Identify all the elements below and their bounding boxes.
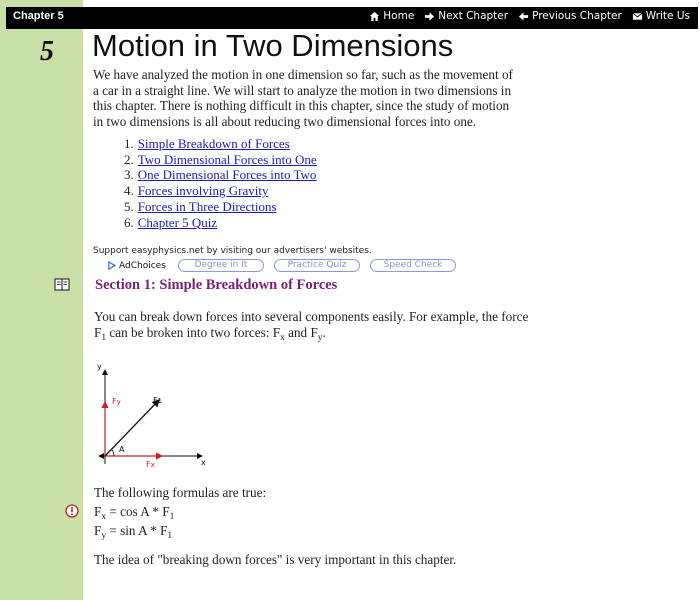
support-text: Support easyphysics.net by visiting our advertisers' websites. xyxy=(93,246,372,256)
toc-item xyxy=(124,183,317,199)
fx-f: F xyxy=(146,460,151,469)
fy-f: F xyxy=(112,397,117,406)
fx-rhs: = cos A * F xyxy=(106,504,170,519)
home-icon xyxy=(369,11,380,22)
para-sub-y: y xyxy=(317,333,323,343)
section-1-paragraph xyxy=(94,309,534,341)
para-sub-x: x xyxy=(280,333,285,343)
toc-item xyxy=(124,167,317,183)
y-axis-label: y xyxy=(97,362,102,371)
angle-label: A xyxy=(119,445,125,454)
para-and: and F xyxy=(284,325,318,340)
section-1-title: Section 1: Simple Breakdown of Forces xyxy=(95,277,338,293)
adchoices-label: AdChoices xyxy=(119,260,166,271)
x-axis-label: x xyxy=(201,458,206,467)
f1-vector xyxy=(105,400,159,456)
ad-link-speed-check[interactable]: Speed Check xyxy=(370,259,456,272)
previous-chapter-link[interactable] xyxy=(518,10,622,22)
nav-menu xyxy=(369,10,690,22)
adchoices-link[interactable] xyxy=(107,261,166,271)
toc-item xyxy=(124,199,317,215)
toc-number: 4. xyxy=(124,183,134,199)
para-f: F xyxy=(94,325,102,340)
toc-link-quiz[interactable]: Chapter 5 Quiz xyxy=(137,214,218,230)
toc-number: 2. xyxy=(124,151,134,167)
toc-number: 1. xyxy=(124,136,134,151)
toc-link-simple-breakdown[interactable]: Simple Breakdown of Forces xyxy=(137,136,290,151)
fx-lhs-sub: x xyxy=(101,512,107,522)
formula-fy xyxy=(94,523,172,539)
formulas-intro: The following formulas are true: xyxy=(94,485,267,500)
toc-item xyxy=(124,136,317,152)
toc-number: 3. xyxy=(124,167,134,183)
alert-icon xyxy=(65,504,79,518)
fy-rhs: = sin A * F xyxy=(106,523,168,538)
fy-sub: y xyxy=(116,398,121,406)
f1-f: F xyxy=(153,396,158,405)
para-sub-1: 1 xyxy=(101,333,107,343)
fy-rhs-sub: 1 xyxy=(167,531,173,541)
book-icon xyxy=(54,278,70,291)
force-diagram xyxy=(92,360,222,475)
formula-fx xyxy=(94,504,174,520)
intro-paragraph: We have analyzed the motion in one dimension so far, such as the movement of a car in a straight line. We will start to analyze the motion in two dimensions in this chapter. There is nothing difficult in this chapter, since the study of motion in two dimensions is all about reducing two dimensional forces into one. xyxy=(93,67,513,129)
toc-number: 6. xyxy=(124,214,134,230)
toc-link-three-directions[interactable]: Forces in Three Directions xyxy=(137,198,277,214)
ad-link-degree[interactable]: Degree in It xyxy=(178,259,264,272)
ad-bar xyxy=(107,259,467,272)
home-link[interactable] xyxy=(369,10,414,22)
toc-item xyxy=(124,215,317,231)
mail-icon xyxy=(632,11,643,22)
fx-label xyxy=(146,460,155,469)
write-us-link[interactable] xyxy=(632,10,690,22)
fx-sub: x xyxy=(150,461,155,469)
f1-sub: 1 xyxy=(157,397,163,405)
arrow-right-icon xyxy=(424,11,435,22)
next-chapter-label: Next Chapter xyxy=(438,10,509,22)
page-title: Motion in Two Dimensions xyxy=(92,28,454,63)
chapter-number: 5 xyxy=(40,36,54,67)
fy-label xyxy=(112,397,121,406)
home-label: Home xyxy=(383,10,415,22)
adchoices-icon xyxy=(107,261,116,270)
toc-link-two-into-one[interactable]: Two Dimensional Forces into One xyxy=(137,151,317,167)
toc-number: 5. xyxy=(124,198,134,214)
fy-lhs-sub: y xyxy=(101,531,107,541)
chapter-label: Chapter 5 xyxy=(13,10,64,22)
write-us-label: Write Us xyxy=(645,10,690,22)
arrow-left-icon xyxy=(518,11,529,22)
toc-link-one-into-two[interactable]: One Dimensional Forces into Two xyxy=(137,167,317,183)
toc-link-gravity[interactable]: Forces involving Gravity xyxy=(137,183,269,199)
para-end: . xyxy=(322,325,326,340)
closing-paragraph: The idea of "breaking down forces" is very important in this chapter. xyxy=(94,552,457,567)
toc-item xyxy=(124,152,317,168)
ad-link-practice-quiz[interactable]: Practice Quiz xyxy=(274,259,360,272)
top-nav-bar xyxy=(6,7,698,29)
para-line-1: You can break down forces into several components easily. For example, the force xyxy=(94,309,529,324)
para-mid: can be broken into two forces: F xyxy=(106,325,281,340)
fy-lhs: F xyxy=(94,523,102,538)
next-chapter-link[interactable] xyxy=(424,10,508,22)
table-of-contents xyxy=(124,136,317,230)
fx-rhs-sub: 1 xyxy=(169,512,175,522)
f1-label xyxy=(153,396,162,405)
angle-arc xyxy=(112,450,115,457)
previous-chapter-label: Previous Chapter xyxy=(532,10,622,22)
fx-lhs: F xyxy=(94,504,102,519)
